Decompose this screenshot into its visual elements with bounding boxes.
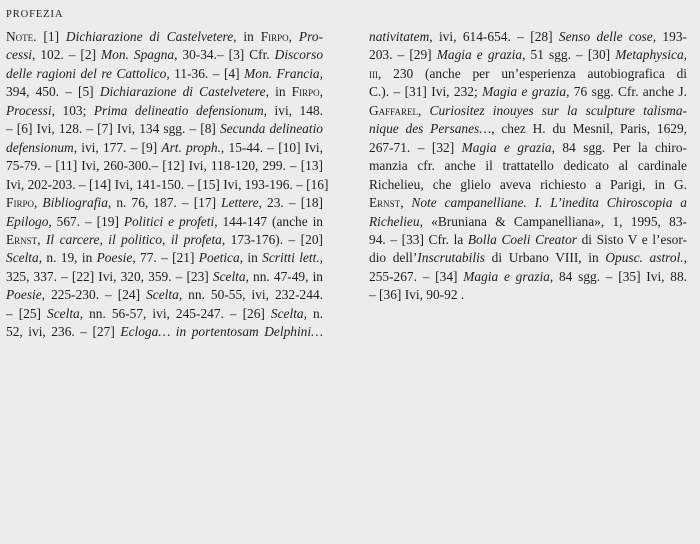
note-line: defensionum, ivi, 177. – [9] Art. proph., 15-44. – [10] Ivi,	[6, 139, 323, 155]
note-line: Richelieu, che glielo aveva richiesto a Parigi, in G.	[369, 176, 687, 192]
note-line: Scelta, n. 19, in Poesie, 77. – [21] Poetica, in Scritti lett.,	[6, 250, 324, 266]
note-line: 394, 450. – [5] Dichiarazione di Castelvetere, in Firpo,	[6, 84, 323, 100]
note-line: – [25] Scelta, nn. 56-57, ivi, 245-247. – [26] Scelta, n.	[6, 305, 324, 321]
note-line: – [6] Ivi, 128. – [7] Ivi, 134 sgg. – [8] Secunda delineatio	[6, 121, 324, 137]
note-line: Note. [1] Dichiarazione di Castelvetere, in Firpo, Pro-	[6, 29, 323, 44]
notes-column-left	[6, 28, 329, 342]
note-line: C.). – [31] Ivi, 232; Magia e grazia, 76 sgg. Cfr. anche J.	[369, 84, 687, 100]
note-line: iii, 230 (anche per un’esperienza autobiografica di	[369, 65, 687, 81]
running-head: PROFEZIA	[6, 9, 64, 20]
note-line: 325, 337. – [22] Ivi, 320, 359. – [23] Scelta, nn. 47-49, in	[6, 268, 323, 284]
note-line: nique des Persanes…, chez H. du Mesnil, Paris, 1629,	[369, 121, 688, 137]
note-line: Richelieu, «Bruniana & Campanelliana», 1, 1995, 83-	[369, 213, 687, 229]
note-line: Gaffarel, Curiositez inouyes sur la sculpture talisma-	[369, 102, 687, 118]
note-line: 52, ivi, 236. – [27] Ecloga… in portentosam Delphini…	[6, 324, 323, 340]
note-line: 75-79. – [11] Ivi, 260-300.– [12] Ivi, 118-120, 299. – [13]	[6, 158, 323, 174]
note-line: 94. – [33] Cfr. la Bolla Coeli Creator di Sisto V e l’esor-	[369, 231, 688, 247]
note-line: Ernst, Note campanelliane. I. L’inedita Chiroscopia a	[369, 195, 687, 211]
note-line: Firpo, Bibliografia, n. 76, 187. – [17] Lettere, 23. – [18]	[6, 195, 323, 211]
note-line: 203. – [29] Magia e grazia, 51 sgg. – [30] Metaphysica,	[369, 47, 688, 63]
note-line: Ivi, 202-203. – [14] Ivi, 141-150. – [15] Ivi, 193-196. – [16]	[6, 176, 329, 192]
note-line: Processi, 103; Prima delineatio defensionum, ivi, 148.	[6, 102, 323, 118]
note-line: nativitatem, ivi, 614-654. – [28] Senso delle cose, 193-	[369, 29, 687, 44]
note-line: 255-267. – [34] Magia e grazia, 84 sgg. – [35] Ivi, 88.	[369, 268, 688, 284]
note-line: manzia cfr. anche il trattatello dedicato al cardinale	[369, 158, 687, 174]
note-line: 267-71. – [32] Magia e grazia, 84 sgg. Per la chiro-	[369, 139, 687, 155]
notes-column-right	[369, 28, 687, 305]
note-line: Ernst, Il carcere, il politico, il profeta, 173-176). – [20]	[6, 231, 323, 247]
note-line: – [36] Ivi, 90-92 .	[369, 287, 465, 303]
note-line: Poesie, 225-230. – [24] Scelta, nn. 50-55, ivi, 232-244.	[6, 287, 323, 303]
note-line: delle ragioni del re Cattolico, 11-36. – [4] Mon. Francia,	[6, 65, 323, 81]
note-line: cessi, 102. – [2] Mon. Spagna, 30-34.– [3] Cfr. Discorso	[6, 47, 324, 63]
note-line: dio dell’Inscrutabilis di Urbano VIII, in Opusc. astrol.,	[369, 250, 688, 266]
note-line: Epilogo, 567. – [19] Politici e profeti, 144-147 (anche in	[6, 213, 323, 229]
